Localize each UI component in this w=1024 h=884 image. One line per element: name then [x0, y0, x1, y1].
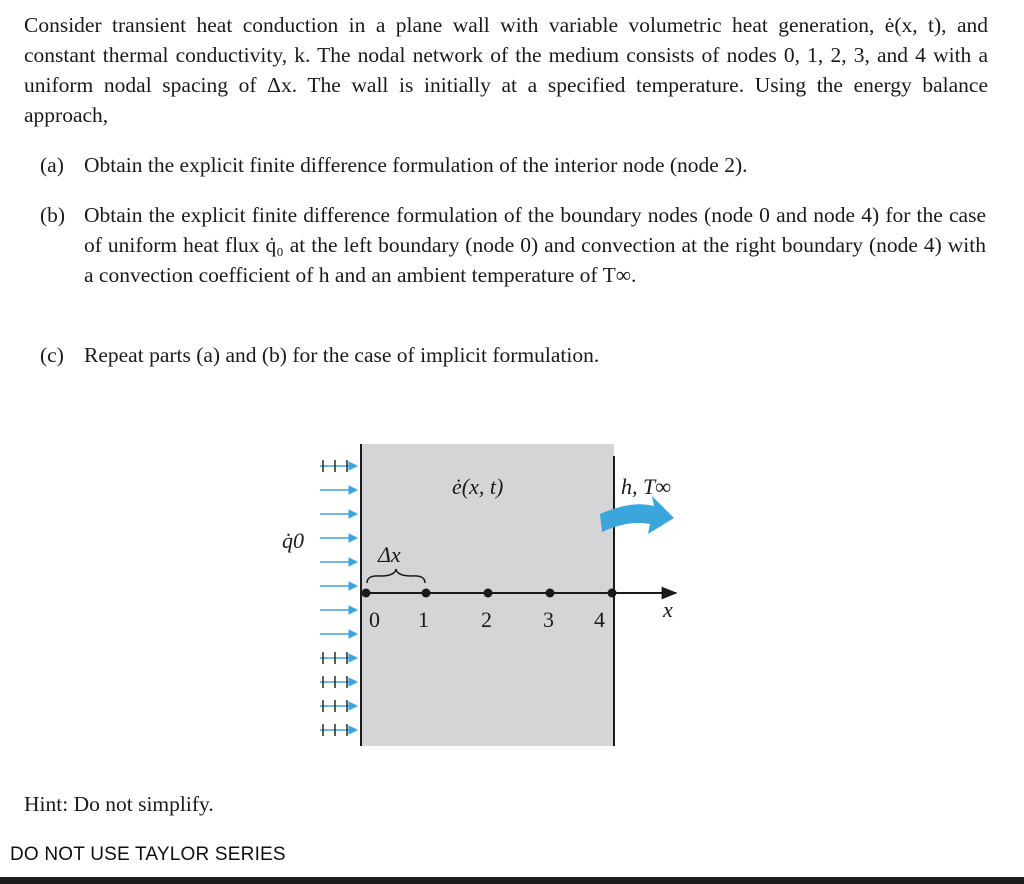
heat-generation-label: ė(x, t) [452, 474, 504, 499]
convection-label: h, T∞ [621, 474, 671, 499]
hint-text: Hint: Do not simplify. [24, 792, 214, 816]
bottom-bar [0, 877, 1024, 884]
heat-flux-arrows [320, 466, 357, 730]
part-a-text: Obtain the explicit finite difference formulation of the interior node (node 2). [84, 153, 748, 177]
node-3-label: 3 [543, 607, 554, 632]
part-b-label: (b) [40, 203, 66, 227]
heat-flux-ticks [323, 460, 347, 736]
node-2-label: 2 [481, 607, 492, 632]
node-0-dot [362, 589, 371, 598]
node-4-dot [608, 589, 617, 598]
node-2-dot [484, 589, 493, 598]
heat-flux-label: q̇0 [282, 528, 304, 553]
part-a-label: (a) [40, 153, 64, 177]
node-3-dot [546, 589, 555, 598]
spacing-label: Δx [378, 542, 401, 567]
note-text: DO NOT USE TAYLOR SERIES [10, 844, 286, 865]
part-c-text: Repeat parts (a) and (b) for the case of implicit formulation. [84, 343, 600, 367]
problem-intro: Consider transient heat conduction in a plane wall with variable volumetric heat generation, ė(x, t), and constant thermal conductivity, k. The nodal network of the medium consists of nodes 0, 1, 2, 3, and 4 with a uniform nodal spacing of Δx. The wall is initially at a specified temperature. Using the energy balance approach, [24, 13, 988, 127]
node-0-label: 0 [369, 607, 380, 632]
x-axis-label: x [663, 597, 673, 622]
node-1-label: 1 [418, 607, 429, 632]
part-c-label: (c) [40, 343, 64, 367]
node-4-label: 4 [594, 607, 605, 632]
part-b-text: Obtain the explicit finite difference formulation of the boundary nodes (node 0 and node 4) for the case of uniform heat flux q̇₀ at the left boundary (node 0) and convection at the right boundary (node 4) with a convection coefficient of h and an ambient temperature of T∞. [84, 203, 986, 287]
node-1-dot [422, 589, 431, 598]
